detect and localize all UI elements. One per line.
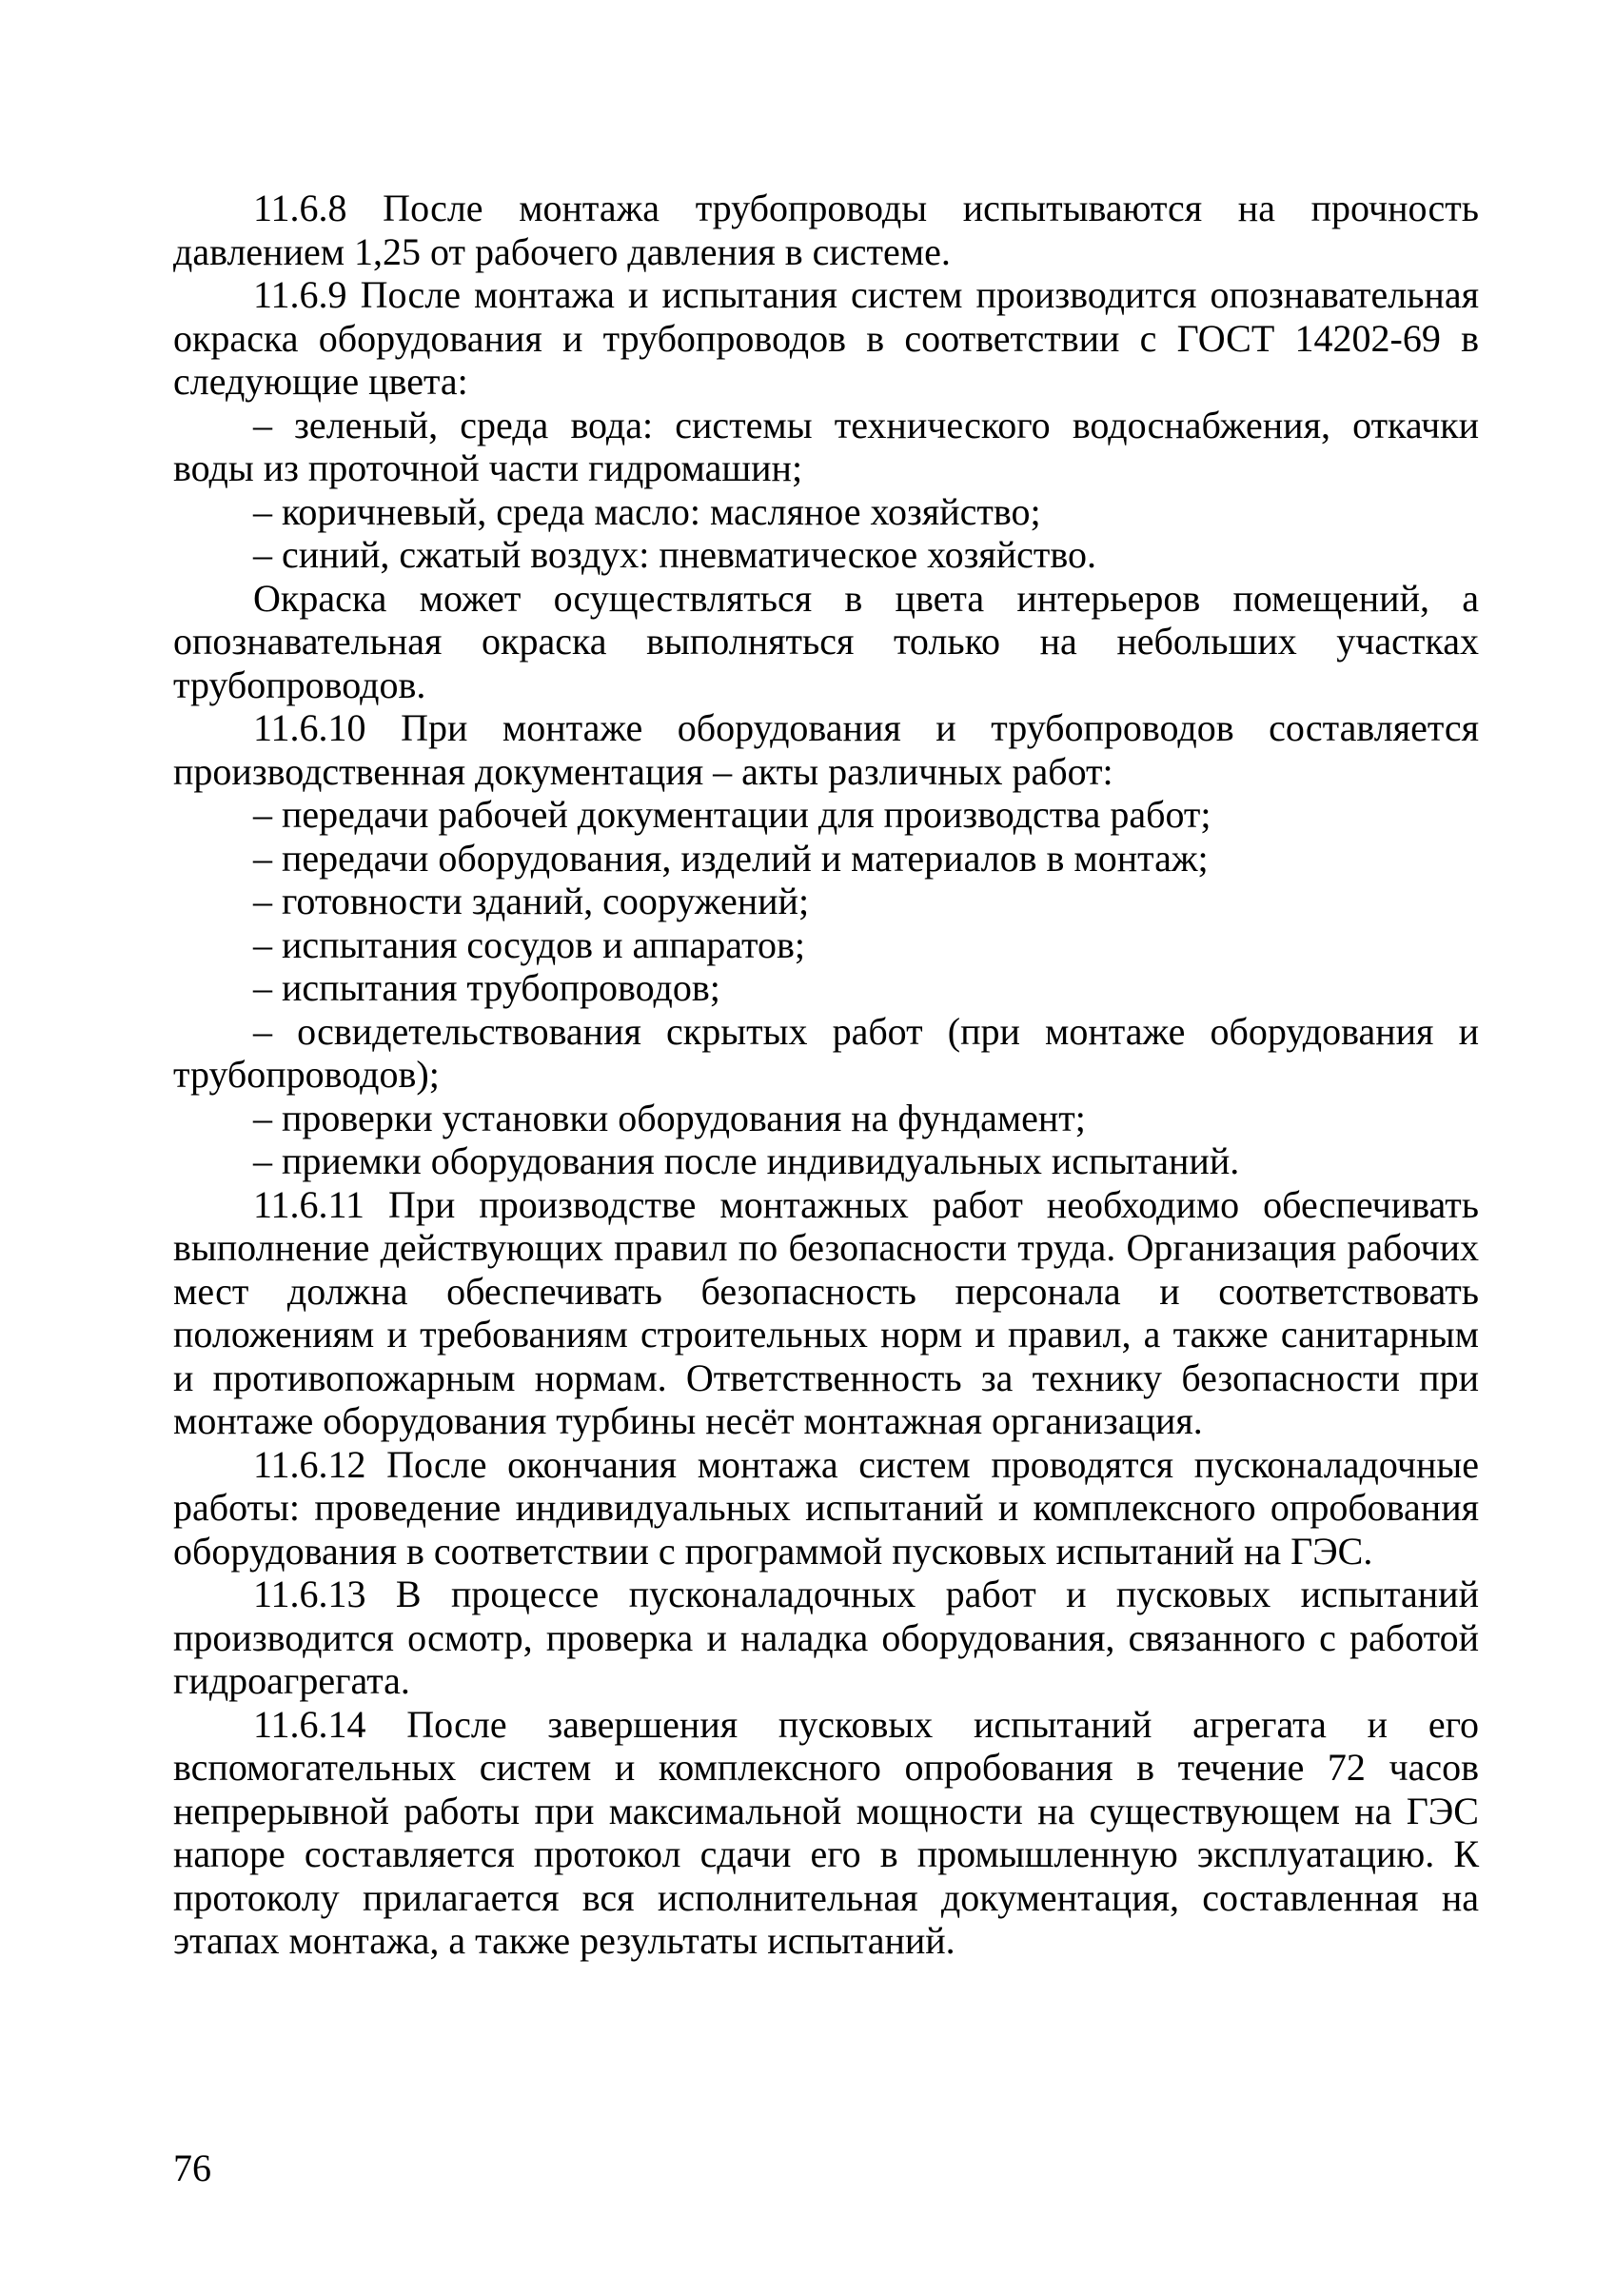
paragraph-11-6-14: 11.6.14 После завершения пусковых испытаний агрегата и его вспомогательных систем и комплексного опробования в течение 72 часов непрерывной работы при максимальной мощности на существующем на ГЭС напоре составляется протокол сдачи его в промышленную эксплуатацию. К протоколу прилагается вся исполнительная документация, составленная на этапах монтажа, а также результаты испытаний. bbox=[173, 1702, 1479, 1962]
paragraph-11-6-13: 11.6.13 В процессе пусконаладочных работ и пусковых испытаний производится осмотр, проверка и наладка оборудования, связанного с работой гидроагрегата. bbox=[173, 1573, 1479, 1702]
list-item: – испытания сосудов и аппаратов; bbox=[253, 922, 805, 966]
page-number: 76 bbox=[173, 2147, 211, 2189]
list-item: – испытания трубопроводов; bbox=[253, 966, 720, 1009]
paragraph-11-6-8: 11.6.8 После монтажа трубопроводы испытываются на прочность давлением 1,25 от рабочего давления в системе. bbox=[173, 187, 1479, 273]
list-item: – передачи оборудования, изделий и материалов в монтаж; bbox=[253, 836, 1209, 880]
list-item: – освидетельствования скрытых работ (при монтаже оборудования и трубопроводов); bbox=[173, 1009, 1479, 1096]
list-item: – приемки оборудования после индивидуальных испытаний. bbox=[253, 1139, 1240, 1182]
list-item: – зеленый, среда вода: системы технического водоснабжения, откачки воды из проточной части гидромашин; bbox=[173, 403, 1479, 489]
list-item: – коричневый, среда масло: масляное хозяйство; bbox=[253, 489, 1041, 533]
paragraph-11-6-12: 11.6.12 После окончания монтажа систем проводятся пусконаладочные работы: проведение индивидуальных испытаний и комплексного опробования оборудования в соответствии с программой пусковых испытаний на ГЭС. bbox=[173, 1442, 1479, 1573]
list-item: – готовности зданий, сооружений; bbox=[253, 880, 810, 922]
paragraph-11-6-10: 11.6.10 При монтаже оборудования и трубопроводов составляется производственная документация – акты различных работ: bbox=[173, 706, 1479, 793]
list-item: – синий, сжатый воздух: пневматическое хозяйство. bbox=[253, 533, 1097, 576]
list-item: – передачи рабочей документации для производства работ; bbox=[253, 793, 1211, 836]
list-item: – проверки установки оборудования на фундамент; bbox=[253, 1096, 1086, 1139]
document-body bbox=[173, 187, 1479, 1963]
paragraph-11-6-9: 11.6.9 После монтажа и испытания систем производится опознавательная окраска оборудования и трубопроводов в соответствии с ГОСТ 14202-69 в следующие цвета: bbox=[173, 273, 1479, 403]
paragraph-painting-note: Окраска может осуществляться в цвета интерьеров помещений, а опознавательная окраска выполняться только на небольших участках трубопроводов. bbox=[173, 576, 1479, 706]
paragraph-11-6-11: 11.6.11 При производстве монтажных работ необходимо обеспечивать выполнение действующих правил по безопасности труда. Организация рабочих мест должна обеспечивать безопасность персонала и соответствовать положениям и требованиям строительных норм и правил, а также санитарным и противопожарным нормам. Ответственность за технику безопасности при монтаже оборудования турбины несёт монтажная организация. bbox=[173, 1182, 1479, 1442]
